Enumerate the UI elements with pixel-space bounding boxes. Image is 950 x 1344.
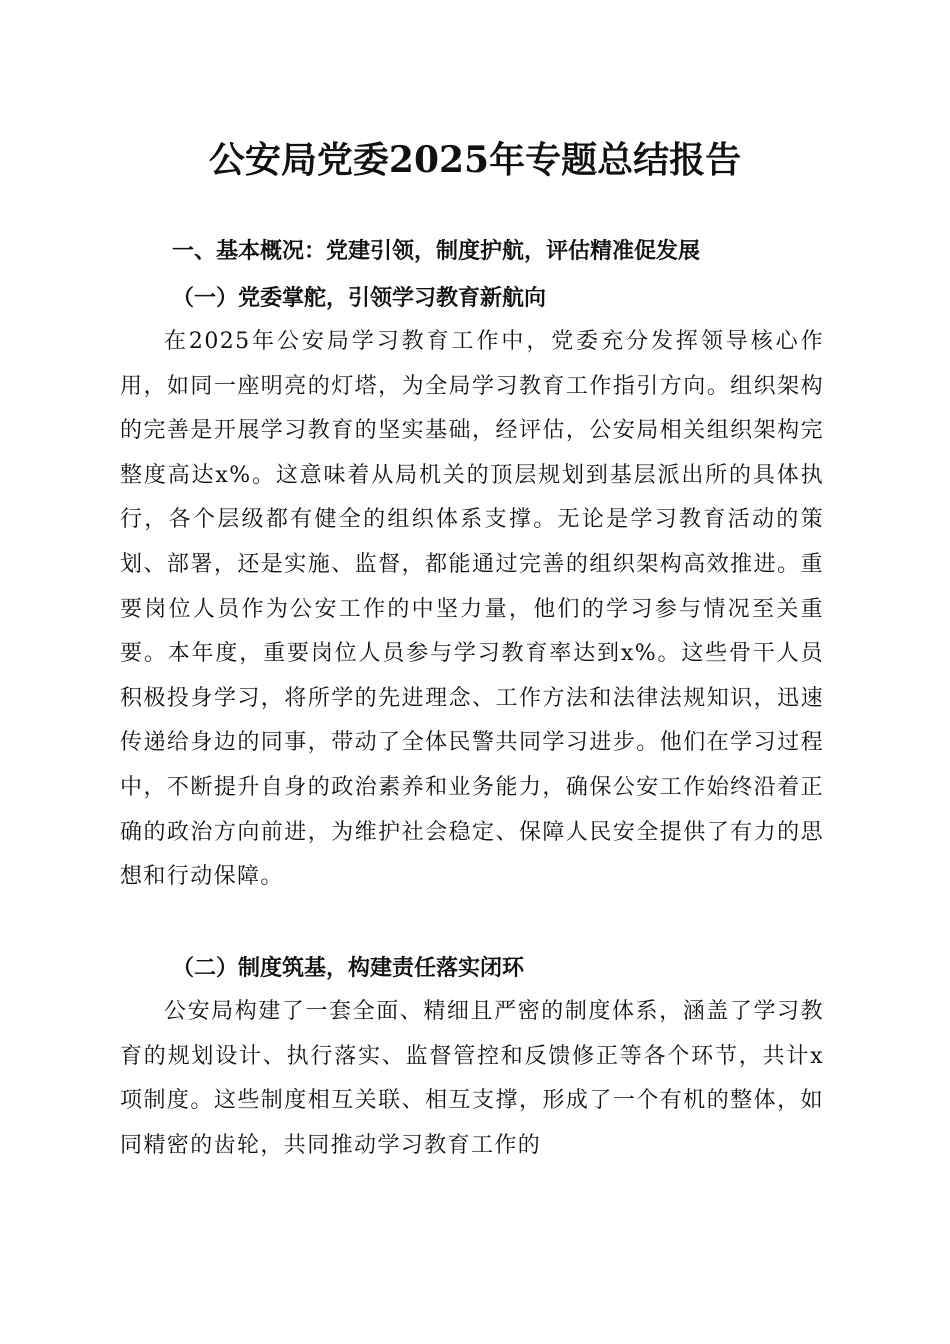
subsection-heading-party-leadership: （一）党委掌舵，引领学习教育新航向	[172, 285, 547, 311]
section-heading-overview: 一、基本概况：党建引领，制度护航，评估精准促发展	[172, 239, 701, 264]
subsection-heading-system-foundation: （二）制度筑基，构建责任落实闭环	[172, 955, 525, 981]
paragraph-party-leadership: 在2025年公安局学习教育工作中，党委充分发挥领导核心作用，如同一座明亮的灯塔，为全局学习教育工作指引方向。组织架构的完善是开展学习教育的坚实基础，经评估，公安局相关组织架构完整度高达x%。这意味着从局机关的顶层规划到基层派出所的具体执行，各个层级都有健全的组织体系支撑。无论是学习教育活动的策划、部署，还是实施、监督，都能通过完善的组织架构高效推进。重要岗位人员作为公安工作的中坚力量，他们的学习参与情况至关重要。本年度，重要岗位人员参与学习教育率达到x%。这些骨干人员积极投身学习，将所学的先进理念、工作方法和法律法规知识，迅速传递给身边的同事，带动了全体民警共同学习进步。他们在学习过程中，不断提升自身的政治素养和业务能力，确保公安工作始终沿着正确的政治方向前进，为维护社会稳定、保障人民安全提供了有力的思想和行动保障。	[120, 329, 824, 890]
paragraph-system-foundation: 公安局构建了一套全面、精细且严密的制度体系，涵盖了学习教育的规划设计、执行落实、监督管控和反馈修正等各个环节，共计x项制度。这些制度相互关联、相互支撑，形成了一个有机的整体，如同精密的齿轮，共同推动学习教育工作的	[120, 999, 824, 1158]
document-title: 公安局党委2025年专题总结报告	[208, 139, 742, 181]
